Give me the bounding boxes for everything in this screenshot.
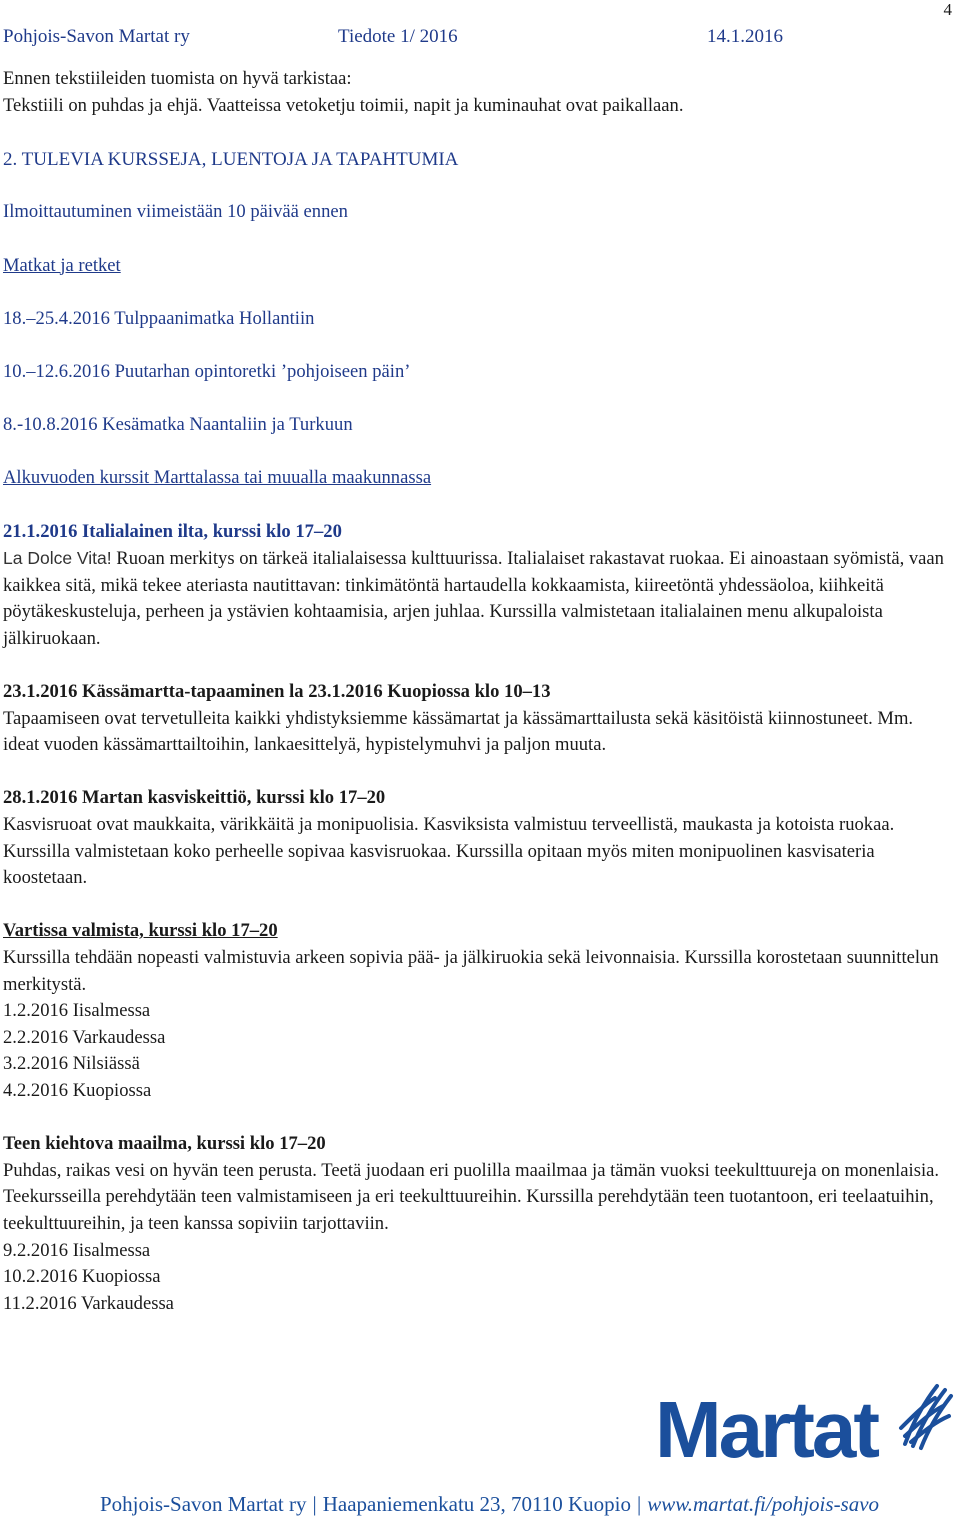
course-date: 11.2.2016 Varkaudessa [3,1292,174,1314]
course-body: Tapaamiseen ovat tervetulleita kaikki yhdistyksiemme kässämartat ja kässämarttailusta sekä käsitöistä kiinnostuneet. Mm. ideat vuoden kässämarttailtoihin, lankaesittelyä, hypistelymuhvi ja paljon muuta. [3,707,914,756]
footer-address: Haapaniemenkatu 23, 70110 Kuopio [322,1492,632,1516]
course-title: 21.1.2016 Italialainen ilta, kurssi klo 17–20 [3,520,342,542]
trip-item: 10.–12.6.2016 Puutarhan opintoretki ’pohjoiseen päin’ [3,360,411,382]
header-org: Pohjois-Savon Martat ry [3,26,190,47]
course-body-text: Ruoan merkitys on tärkeä italialaisessa kulttuurissa. Italialaiset rakastavat ruokaa. Ei ainoastaan syömistä, vaan kaikkea sitä, mikä tekee ateriasta nautittavan: tinkimätöntä hartaudella kokkaamista, kiireetöntä yhdessäoloa, kiihkeitä pöytäkeskusteluja, perheen ja ystävien kohtaamisia, arjen juhlaa. Kurssilla valmistetaan italialainen menu alkupaloista jälkiruokaan. [3,548,944,649]
course-title: 23.1.2016 Kässämartta-tapaaminen la 23.1.2016 Kuopiossa klo 10–13 [3,681,551,703]
page-number: 4 [943,0,952,19]
course-body: Kasvisruoat ovat maukkaita, värikkäitä ja monipuolisia. Kasviksista valmistuu terveellistä, maukasta ja kotoista ruokaa. Kurssilla valmistetaan koko perheelle sopivaa kasvisruokaa. Kurssilla opitaan myös miten monipuolinen kasvisateria koostetaan. [3,814,895,889]
registration-note: Ilmoittautuminen viimeistään 10 päivää ennen [3,201,348,223]
course-title: 28.1.2016 Martan kasviskeittiö, kurssi klo 17–20 [3,787,386,809]
course-body: Puhdas, raikas vesi on hyvän teen perusta. Teetä juodaan eri puolilla maailmaa ja tämän vuoksi teekulttuureja on monenlaisia. Teekursseilla perehdytään teen valmistamiseen ja eri teekulttuureihin. Kurssilla perehdytään teen tuotantoon, eri teelaatuihin, teekulttuureihin, ja teen kanssa sopiviin tarjottaviin. [3,1159,940,1234]
trips-heading: Matkat ja retket [3,254,121,276]
course-body: Kurssilla tehdään nopeasti valmistuvia arkeen sopivia pää- ja jälkiruokia sekä leivonnaisia. Kurssilla korostetaan suunnittelun merkitystä. [3,947,939,995]
course-date: 10.2.2016 Kuopiossa [3,1266,161,1288]
course-date: 1.2.2016 Iisalmessa [3,1000,151,1022]
footer-separator: | [637,1492,642,1516]
section-title: 2. TULEVIA KURSSEJA, LUENTOJA JA TAPAHTUMIA [3,148,459,170]
course-date: 2.2.2016 Varkaudessa [3,1026,166,1048]
header-bulletin: Tiedote 1/ 2016 [338,26,458,47]
intro-line-2: Tekstiili on puhdas ja ehjä. Vaatteissa vetoketju toimii, napit ja kuminauhat ovat paikallaan. [3,94,684,116]
course-body [3,545,953,652]
page-content [3,66,953,1317]
trip-item: 8.-10.8.2016 Kesämatka Naantaliin ja Turkuun [3,414,353,436]
footer-org: Pohjois-Savon Martat ry [100,1492,307,1516]
footer-website-link[interactable]: www.martat.fi/pohjois-savo [647,1492,880,1516]
course-body-intro: La Dolce Vita! [3,548,112,569]
trip-item: 18.–25.4.2016 Tulppaanimatka Hollantiin [3,307,315,329]
logo-wordmark: Martat [655,1385,878,1474]
course-date: 3.2.2016 Nilsiässä [3,1053,140,1075]
course-date: 9.2.2016 Iisalmessa [3,1239,151,1261]
course-title: Vartissa valmista, kurssi klo 17–20 [3,920,278,942]
footer [100,1492,879,1517]
martat-logo [655,1382,955,1472]
header-date: 14.1.2016 [707,26,783,47]
courses-heading: Alkuvuoden kurssit Marttalassa tai muualla maakunnassa [3,467,432,489]
footer-separator: | [312,1492,317,1516]
course-date: 4.2.2016 Kuopiossa [3,1079,152,1101]
intro-line-1: Ennen tekstiileiden tuomista on hyvä tarkistaa: [3,68,352,89]
course-title: Teen kiehtova maailma, kurssi klo 17–20 [3,1133,326,1155]
